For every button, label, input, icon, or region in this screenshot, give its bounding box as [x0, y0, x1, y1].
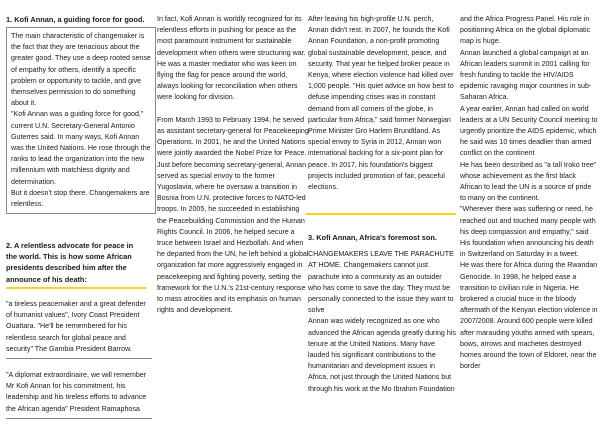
column-4 [460, 14, 598, 373]
section-1-heading: 1. Kofi Annan, a guiding force for good. [6, 14, 152, 29]
column-4-paragraph-1: and the Africa Progress Panel. His role in positioning Africa on the global diplomatic map is huge. [460, 15, 591, 46]
ramaphosa-quote: "A diplomat extraordinaire, we will remember Mr Kofi Annan for his commitment, his leadership and his tireless efforts to advance the African agenda" President Ramaphosa [6, 370, 152, 419]
section-2-heading: 2. A relentless advocate for peace in the world. This is how some African presidents described him after the announce of his death: [6, 240, 146, 289]
column-2-paragraph-1: In fact, Kofi Annan is worldly recognized for its relentless efforts in pushing for peace as the most paramount instrument for sustainable development when others were structuring war. He was a master mediator who was keen on flying the flag for peace around the world, always looking for reconciliation when others were looking for division. [157, 15, 306, 102]
column-4-paragraph-4: He has been described as "a tall Iroko tree" whose achievement as the first black African to lead the UN is a source of pride to many on the continent. [460, 160, 597, 203]
section-3-block [308, 232, 456, 395]
section-1-closing: But it doesn't stop there. Changemakers are relentless. [11, 188, 150, 209]
column-2-paragraph-2: From March 1993 to February 1994, he served as assistant secretary-general for Peacekeeping Operations. In 2001, he and the United Nations were jointly awarded the Nobel Prize for Peace. Just before becoming secretary-general, Annan served as special envoy to the former Yugoslavia, where he oversaw a transition in Bosnia from U.N. protective forces to NATO-led troops. In 2005, he succeeded in establishing the Peacebuilding Commission and the Human Rights Council. In 2006, he helped secure a truce between Israel and Hezbollah. And when he departed from the UN, he left behind a global organization far more aggressively engaged in peacekeeping and fighting poverty, setting the framework for the U.N.'s 21st-century response to mass atrocities and its emphasis on human rights and development. [157, 115, 309, 315]
column-4-paragraph-5: "Wherever there was suffering or need, he reached out and touched many people with his deep compassion and empathy," said His foundation when announcing his death in Switzerland on Saturday in a tweet. [460, 205, 596, 259]
column-4-paragraph-6: He was there for Africa during the Rwandan Genocide. In 1998, he helped ease a transition to civilian rule in Nigeria. He brokered a crucial truce in the bloody aftermath of the Kenyan election violence in 2007/2008. Around 600 people were killed after marauding youths armed with spears, bows, arrows and machetes destroyed homes around the town of Eldoret, near the border [460, 261, 598, 371]
column-2 [157, 14, 309, 316]
presidents-quote-1: "a tireless peacemaker and a great defender of humanist values", Ivory Coast President Ouattara. "He'll be remembered for his relentless search for global peace and security" The Gambia President Barrow. [6, 299, 152, 359]
changemaker-definition-box [6, 27, 156, 214]
changemakers-parachute-text: CHANGEMAKERS LEAVE THE PARACHUTE AT HOME. Changemakers cannot just parachute into a community as an outsider who has come to save the day. They must be personally connected to the issue they want to solve [308, 250, 454, 315]
column-4-paragraph-3: A year earlier, Annan had called on world leaders at a UN Security Council meeting to urgently prioritize the AIDS epidemic, which he said was 10 times deadlier than armed conflict on the continent [460, 104, 598, 158]
section-3-divider [306, 213, 456, 215]
changemaker-definition-text: The main characteristic of changemaker is the fact that they are tenacious about the greater good. They use a deep rooted sense of empathy for others, identify a specific problem or opportunity to tackle, and give themselves permission to do something about it. [11, 32, 151, 108]
column-3-paragraph-3: Annan was widely recognized as one who advanced the African agenda greatly during his tenure at the United Nations. Many have lauded his significant contributions to the humanitarian and development issues in Africa, not just through the United Nations but through his work at the Mo Ibrahim Foundation [308, 317, 456, 393]
column-4-paragraph-2: Annan launched a global campaign at an African leaders summit in 2001 calling for fresh funding to tackle the HIV/AIDS epidemic ravaging major countries in sub-Saharan Africa. [460, 48, 592, 102]
section-3-heading: 3. Kofi Annan, Africa's foremost son. [308, 233, 437, 242]
guterres-quote: "Kofi Annan was a guiding force for good," current U.N. Secretary-General Antonio Guterres said. In many ways, Kofi Annan was the United Nations. He rose through the ranks to lead the organization into the new millennium with matchless dignity and determination. [11, 110, 151, 186]
column-3-paragraph-1: After leaving his high-profile U.N. perch, Annan didn't rest. In 2007, he founds the Kofi Annan Foundation, a non-profit promoting global sustainable development, peace, and security. That year he helped broker peace in Kenya, where election violence had killed over 1,000 people. "His quiet advice on how best to defuse impending crises was in constant demand from all corners of the globe, in particular from Africa," said former Norwegian Prime Minister Gro Harlem Brundtland. As special envoy to Syria in 2012, Annan won international backing for a six-point plan for peace. In 2017, his foundation's biggest projects included promotion of fair, peaceful elections. [308, 15, 454, 192]
column-1 [6, 14, 152, 413]
